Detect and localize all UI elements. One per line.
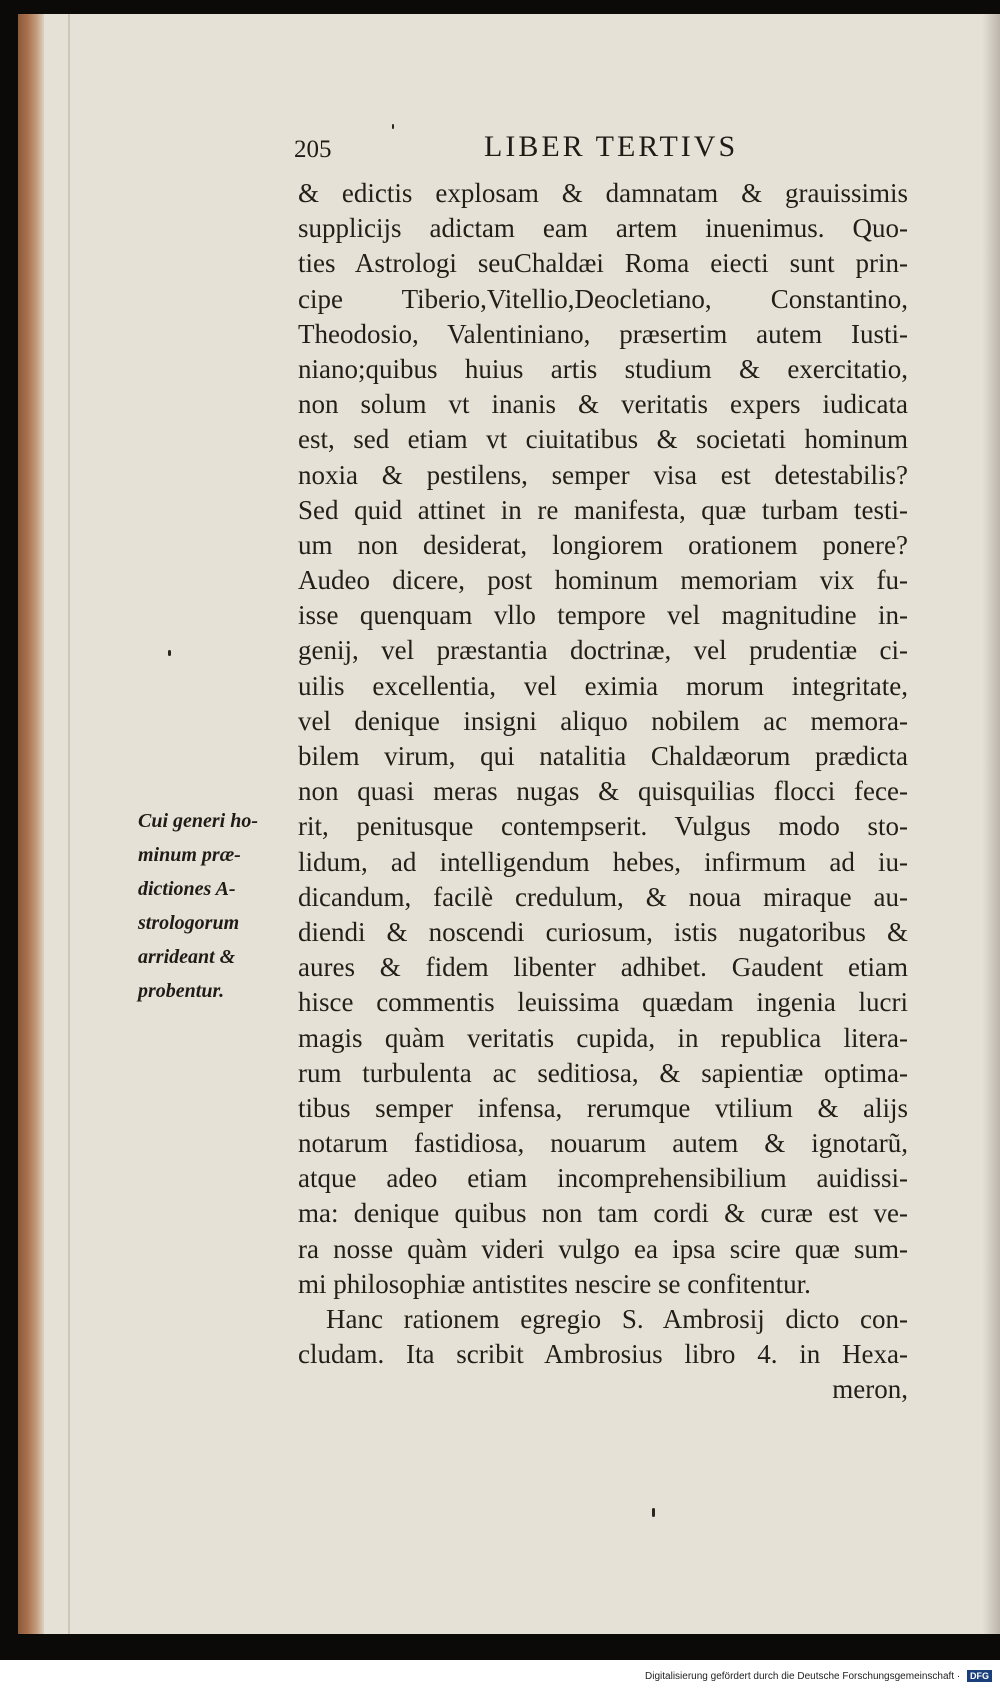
ink-speck (168, 650, 171, 656)
marginal-note-line: Cui generi ho- (138, 810, 259, 832)
text-line: ties Astrologi seuChaldæi Roma eiecti sunt prin- (298, 248, 908, 279)
text-line: notarum fastidiosa, nouarum autem & ignotarũ, (298, 1128, 908, 1159)
text-line: genij, vel præstantia doctrinæ, vel prudentiæ ci- (298, 635, 908, 666)
binding-crease (68, 14, 70, 1634)
page-number: 205 (294, 136, 332, 163)
text-line: rit, penitusque contempserit. Vulgus modo sto- (298, 811, 908, 842)
text-line: magis quàm veritatis cupida, in republica litera- (298, 1022, 908, 1053)
ink-speck (652, 1508, 655, 1517)
text-line: vel denique insigni aliquo nobilem ac memora- (298, 705, 908, 736)
dfg-logo: DFG (967, 1670, 992, 1682)
marginal-note-line: minum præ- (138, 844, 241, 866)
text-line: supplicijs adictam eam artem inuenimus. Quo- (298, 213, 908, 244)
text-line: uilis excellentia, vel eximia morum integritate, (298, 670, 908, 701)
text-line: meron, (832, 1374, 908, 1405)
text-line: cludam. Ita scribit Ambrosius libro 4. in Hexa- (298, 1339, 908, 1370)
text-line: est, sed etiam vt ciuitatibus & societati hominum (298, 424, 908, 455)
ink-speck (392, 124, 394, 129)
marginal-note-line: arrideant & (138, 946, 236, 968)
page-binding-edge (18, 14, 44, 1634)
text-line: aures & fidem libenter adhibet. Gaudent etiam (298, 952, 908, 983)
marginal-note-line: strologorum (138, 912, 240, 934)
text-line: Hanc rationem egregio S. Ambrosij dicto con- (326, 1304, 908, 1334)
text-line: rum turbulenta ac seditiosa, & sapientiæ optima- (298, 1057, 908, 1088)
page-edge-shadow (982, 14, 1000, 1634)
text-line: lidum, ad intelligendum hebes, infirmum ad iu- (298, 846, 908, 877)
text-line: Theodosio, Valentiniano, præsertim autem Iusti- (298, 318, 908, 349)
text-line: non solum vt inanis & veritatis expers iudicata (298, 389, 908, 420)
text-line: niano;quibus huius artis studium & exercitatio, (298, 353, 908, 384)
body-text (298, 176, 908, 1408)
running-title: LIBER TERTIVS (484, 130, 739, 163)
text-line: hisce commentis leuissima quædam ingenia lucri (298, 987, 908, 1018)
text-line: tibus semper infensa, rerumque vtilium & alijs (298, 1092, 908, 1123)
text-line: atque adeo etiam incomprehensibilium auidissi- (298, 1163, 908, 1194)
footer-credit-text: Digitalisierung gefördert durch die Deutsche Forschungsgemeinschaft · (645, 1671, 961, 1682)
text-line: cipe Tiberio,Vitellio,Deocletiano, Constantino, (298, 283, 908, 314)
text-line: diendi & noscendi curiosum, istis nugatoribus & (298, 916, 908, 947)
text-line: bilem virum, qui natalitia Chaldæorum prædicta (298, 741, 908, 771)
text-line: dicandum, facilè credulum, & noua miraque au- (298, 881, 908, 912)
marginal-note-line: probentur. (138, 980, 225, 1002)
text-line: noxia & pestilens, semper visa est detestabilis? (298, 459, 908, 490)
text-line: ma: denique quibus non tam cordi & curæ est ve- (298, 1198, 908, 1229)
marginal-note (138, 804, 288, 1008)
text-line: Audeo dicere, post hominum memoriam vix fu- (298, 565, 908, 596)
marginal-note-line: dictiones A- (138, 878, 236, 900)
text-line: ra nosse quàm videri vulgo ea ipsa scire quæ sum- (298, 1233, 908, 1264)
text-line: isse quenquam vllo tempore vel magnitudine in- (298, 600, 908, 631)
text-line: mi philosophiæ antistites nescire se confitentur. (298, 1268, 811, 1299)
text-line: Sed quid attinet in re manifesta, quæ turbam testi- (298, 494, 908, 525)
text-line: & edictis explosam & damnatam & grauissimis (298, 178, 908, 208)
page-header (294, 122, 854, 168)
footer-credit (645, 1670, 1000, 1690)
text-line: um non desiderat, longiorem orationem ponere? (298, 529, 908, 560)
text-line: non quasi meras nugas & quisquilias flocci fece- (298, 776, 908, 807)
